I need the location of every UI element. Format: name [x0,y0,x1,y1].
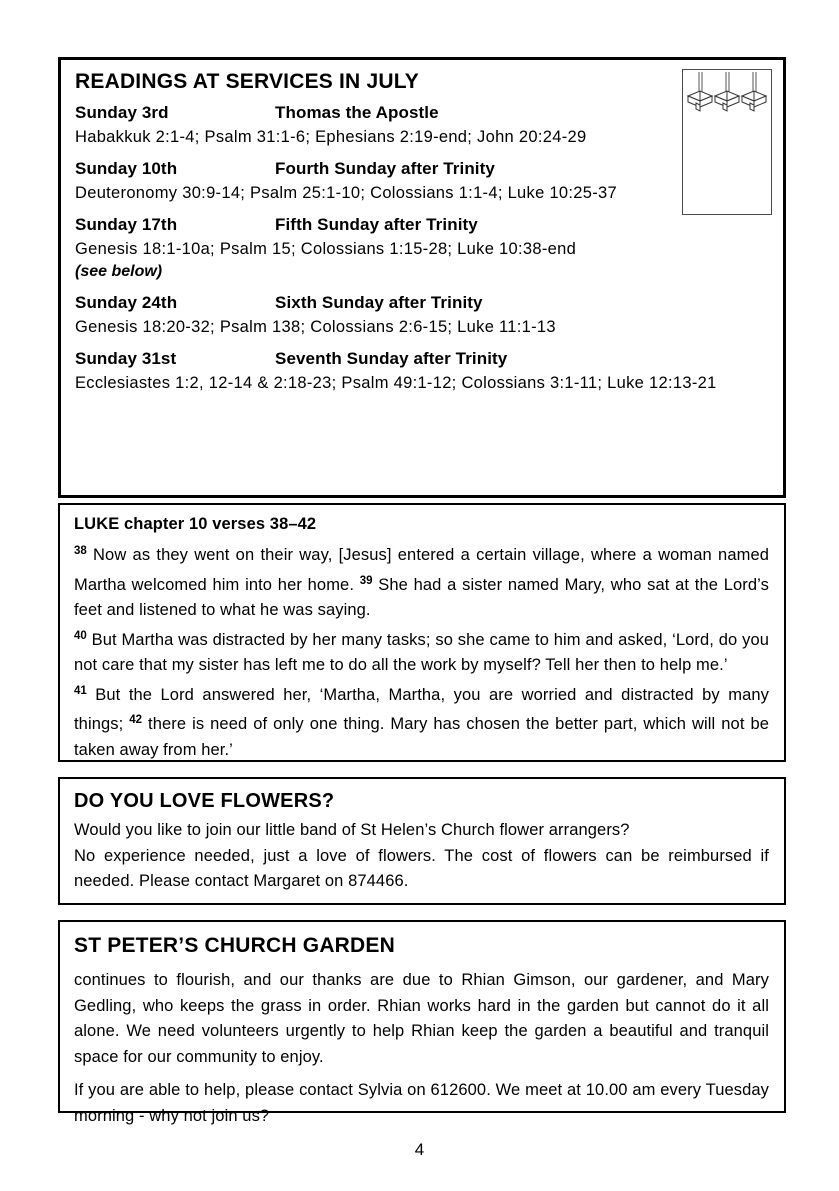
service-date: Sunday 24th [75,293,178,312]
service-feast: Thomas the Apostle [275,103,439,122]
readings-title: READINGS AT SERVICES IN JULY [75,70,420,93]
flowers-intro-line: Would you like to join our little band of St Helen’s Church flower arrangers? [74,821,630,839]
service-entry [75,213,769,283]
service-heading [75,291,769,315]
service-date: Sunday 3rd [75,103,169,122]
luke-paragraph [74,624,769,679]
flowers-section [58,777,786,905]
service-entry [75,291,769,339]
verse-text: Now as they went on their way, [Jesus] entered a certain village, where a woman named Martha welcomed him into her home. [74,546,770,594]
garden-body-first: continues to flourish, and our thanks are due to Rhian Gimson, our gardener, and Mary Gedling, who keeps the grass in order. Rhian works hard in the garden but cannot do it all alone. We need volunteers urgently to help Rhian keep the garden a beautiful and tranquil space for our community to enjoy. [74,971,769,1066]
service-heading [75,213,769,237]
verse-number: 38 [74,545,87,557]
garden-section [58,920,786,1125]
luke-paragraph [74,539,769,624]
luke-content [60,505,784,763]
service-references: Deuteronomy 30:9-14; Psalm 25:1-10; Colossians 1:1-4; Luke 10:25-37 [75,184,617,202]
page-number: 4 [414,1140,425,1159]
service-heading [75,157,769,181]
garden-title: ST PETER’S CHURCH GARDEN [74,934,395,957]
hanging-books-icon [682,69,772,215]
service-date: Sunday 10th [75,159,178,178]
service-feast: Fourth Sunday after Trinity [275,159,495,178]
service-entry [75,157,769,205]
luke-paragraph [74,679,769,764]
readings-content [61,60,783,495]
flowers-body: No experience needed, just a love of flowers. The cost of flowers can be reimbursed if needed. Please contact Margaret on 874466. [74,846,769,890]
service-feast: Sixth Sunday after Trinity [275,293,483,312]
service-feast: Seventh Sunday after Trinity [275,349,508,368]
flowers-title: DO YOU LOVE FLOWERS? [74,790,335,812]
service-heading [75,101,769,125]
verse-text: there is need of only one thing. Mary has chosen the better part, which will not be taken away from her.’ [74,715,770,759]
verse-number: 41 [74,684,87,697]
readings-section [58,57,786,498]
service-references: Habakkuk 2:1-4; Psalm 31:1-6; Ephesians 2:19-end; John 20:24-29 [75,128,587,146]
service-date: Sunday 17th [75,215,178,234]
garden-content [60,922,784,1129]
verse-number: 40 [74,629,87,642]
service-references: Ecclesiastes 1:2, 12-14 & 2:18-23; Psalm 49:1-12; Colossians 3:1-11; Luke 12:13-21 [75,374,717,392]
service-entry [75,347,769,395]
service-date: Sunday 31st [75,349,177,368]
verse-number: 42 [129,714,143,726]
luke-title: LUKE chapter 10 verses 38–42 [74,515,317,533]
luke-reading-section [58,503,786,762]
service-entry [75,101,769,149]
service-heading [75,347,769,371]
verse-text: But Martha was distracted by her many tasks; so she came to him and asked, ‘Lord, do you not care that my sister has left me to do all the work by myself? Tell her then to help me.’ [74,630,769,674]
service-references: Genesis 18:20-32; Psalm 138; Colossians 2:6-15; Luke 11:1-13 [75,318,556,336]
verse-number: 39 [359,574,373,587]
service-note: (see below) [75,263,163,280]
service-references: Genesis 18:1-10a; Psalm 15; Colossians 1:15-28; Luke 10:38-end [75,240,577,258]
service-feast: Fifth Sunday after Trinity [275,215,478,234]
verse-text: She had a sister named Mary, who sat at the Lord’s feet and listened to what he was saying. [74,575,769,619]
verse-text: But the Lord answered her, ‘Martha, Martha, you are worried and distracted by many things; [74,685,769,733]
garden-body-second: If you are able to help, please contact Sylvia on 612600. We meet at 10.00 am every Tuesday morning - why not join us? [74,1081,769,1125]
flowers-content [60,779,784,895]
